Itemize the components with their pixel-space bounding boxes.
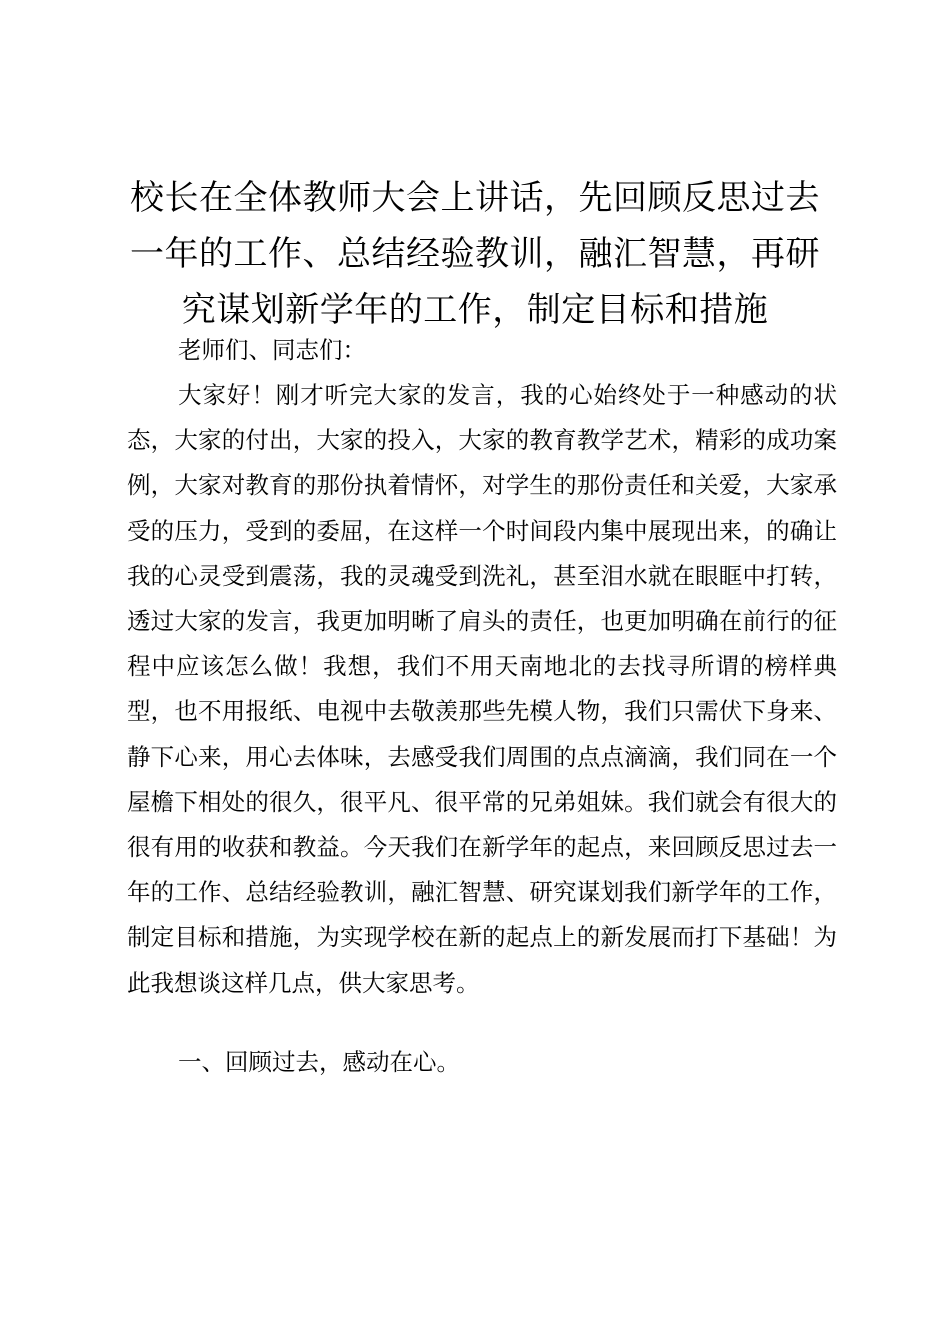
title-line-3: 究谋划新学年的工作，制定目标和措施: [181, 290, 769, 330]
document-title: [110, 170, 840, 338]
section-heading: 一、回顾过去，感动在心。: [178, 1048, 460, 1076]
body-paragraph: 大家好！刚才听完大家的发言，我的心始终处于一种感动的状态，大家的付出，大家的投入，大家的教育教学艺术，精彩的成功案例，大家对教育的那份执着情怀，对学生的那份责任和关爱，大家承受的压力，受到的委屈，在这样一个时间段内集中展现出来，的确让我的心灵受到震荡，我的灵魂受到洗礼，甚至泪水就在眼眶中打转，透过大家的发言，我更加明晰了肩头的责任，也更加明确在前行的征程中应该怎么做！我想，我们不用天南地北的去找寻所谓的榜样典型，也不用报纸、电视中去敬羡那些先模人物，我们只需伏下身来、静下心来，用心去体味，去感受我们周围的点点滴滴，我们同在一个屋檐下相处的很久，很平凡、很平常的兄弟姐妹。我们就会有很大的很有用的收获和教益。今天我们在新学年的起点，来回顾反思过去一年的工作、总结经验教训，融汇智慧、研究谋划我们新学年的工作，制定目标和措施，为实现学校在新的起点上的新发展而打下基础！为此我想谈这样几点，供大家思考。: [127, 381, 837, 997]
title-line-1: 校长在全体教师大会上讲话，先回顾反思过去: [130, 178, 820, 218]
title-line-2: 一年的工作、总结经验教训，融汇智慧，再研: [130, 234, 820, 274]
salutation: 老师们、同志们：: [178, 336, 366, 364]
